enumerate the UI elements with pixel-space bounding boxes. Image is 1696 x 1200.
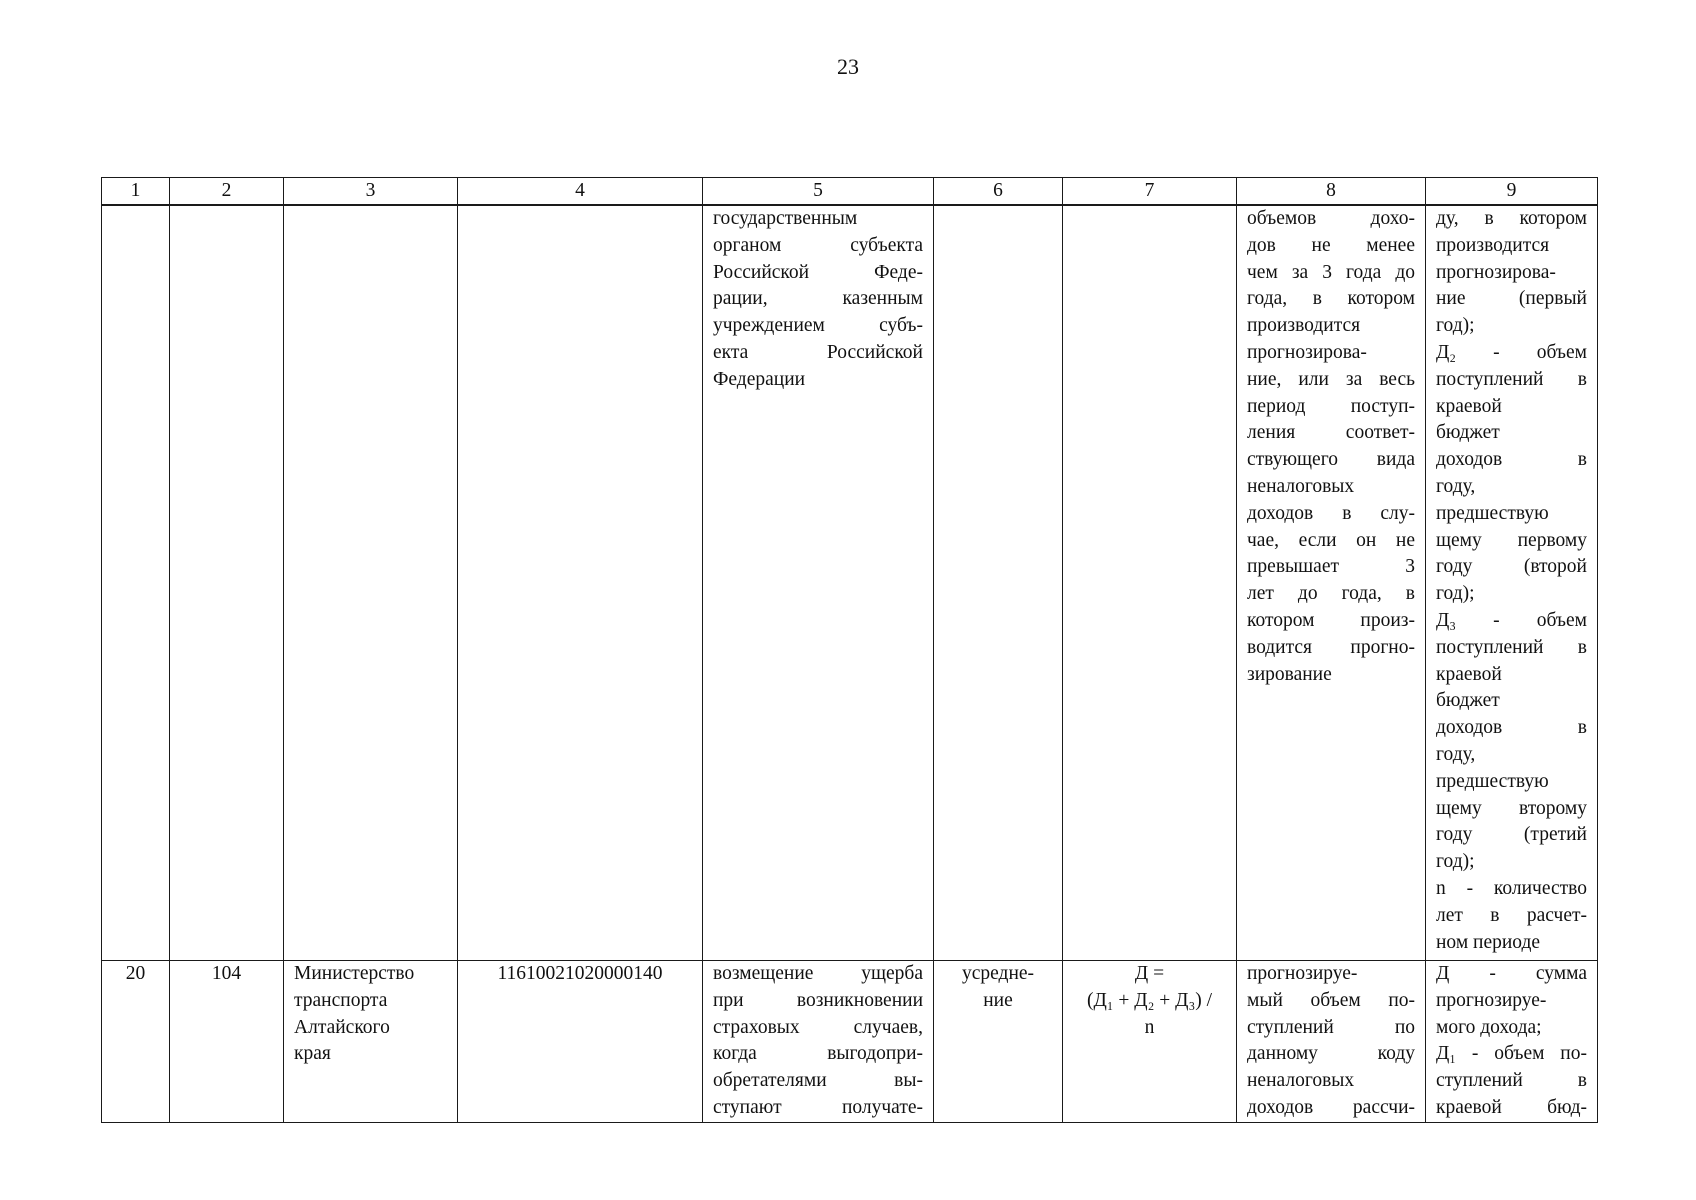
table-cell [284, 205, 458, 961]
text-line: ном периоде [1436, 931, 1541, 953]
text-line: неналоговых [1247, 475, 1355, 497]
text-line: транспорта [294, 989, 388, 1011]
table-cell [934, 205, 1063, 961]
algorithm-description-cell [1237, 961, 1426, 1123]
algorithm-description-cell [1237, 205, 1426, 961]
text-line: производится [1247, 315, 1361, 337]
text-line: ступлений в [1436, 1070, 1587, 1092]
text-line: щему второму [1436, 797, 1587, 819]
column-header: 2 [170, 178, 284, 206]
text-line: страховых случаев, [713, 1016, 923, 1038]
formula-line: Д = [1134, 963, 1165, 984]
column-header: 4 [458, 178, 703, 206]
column-header: 7 [1063, 178, 1237, 206]
text-line: предшествую [1436, 770, 1549, 792]
table-row-20 [102, 961, 1598, 1123]
column-header: 9 [1426, 178, 1598, 206]
text-line: рации, казенным [713, 288, 923, 310]
row-number-cell: 20 [102, 961, 170, 1123]
text-line: прогнозируе- [1436, 989, 1547, 1011]
text-line: объемов дохо- [1247, 208, 1415, 229]
text-line: предшествую [1436, 502, 1549, 524]
table-cell [170, 205, 284, 961]
text-line: при возникновении [713, 989, 923, 1011]
revenue-source-cell [703, 205, 934, 961]
forecast-method-cell [934, 961, 1063, 1123]
text-line: ления соответ- [1247, 422, 1415, 444]
text-line: год); [1436, 315, 1475, 337]
text-line: ние [983, 989, 1013, 1011]
formula-line: (Д₁ + Д₂ + Д₃) / [1086, 989, 1213, 1011]
formula-legend-cell [1426, 961, 1598, 1123]
text-line: когда выгодопри- [713, 1043, 923, 1065]
text-line: доходов в [1436, 449, 1587, 471]
text-line: усредне- [961, 963, 1035, 984]
text-line: бюджет [1436, 422, 1500, 444]
text-line: органом субъекта [713, 234, 923, 256]
text-line: екта Российской [713, 341, 923, 363]
text-line: возмещение ущерба [713, 963, 923, 984]
text-line: поступлений в [1436, 636, 1587, 658]
text-line: Федерации [713, 368, 806, 390]
text-line: лет в расчет- [1436, 904, 1587, 926]
text-line: доходов в [1436, 717, 1587, 739]
text-line: год); [1436, 583, 1475, 605]
text-line: году, [1436, 743, 1476, 765]
text-line: неналоговых [1247, 1070, 1355, 1092]
text-line: зирование [1247, 663, 1332, 685]
column-header: 6 [934, 178, 1063, 206]
text-line: Министерство [294, 963, 415, 984]
table-row-continued [102, 205, 1598, 961]
text-line: ствующего вида [1247, 449, 1415, 471]
table-cell [458, 205, 703, 961]
formula-legend-cell [1426, 205, 1598, 961]
text-line: доходов в слу- [1247, 502, 1415, 524]
text-line: мый объем по- [1247, 989, 1415, 1011]
administrator-name-cell [284, 961, 458, 1123]
text-line: края [294, 1043, 331, 1065]
text-line: прогнозируе- [1247, 963, 1358, 984]
text-line: год); [1436, 851, 1475, 873]
table-cell [1063, 205, 1237, 961]
text-line: ние (первый [1436, 288, 1587, 310]
text-line: ние, или за весь [1247, 368, 1415, 390]
text-line: ступают получате- [713, 1096, 923, 1118]
text-line: щему первому [1436, 529, 1587, 551]
formula-line: n [1144, 1016, 1155, 1038]
text-line: дов не менее [1247, 234, 1415, 256]
text-line: бюджет [1436, 690, 1500, 712]
revenue-source-cell [703, 961, 934, 1123]
column-number-header-row [102, 178, 1598, 206]
text-line: данному коду [1247, 1043, 1415, 1065]
text-line: доходов рассчи- [1247, 1096, 1415, 1118]
text-line: краевой [1436, 395, 1502, 417]
text-line: Д₂ - объем [1436, 341, 1587, 363]
text-line: Российской Феде- [713, 261, 923, 283]
text-line: Д₃ - объем [1436, 609, 1587, 631]
text-line: краевой бюд- [1436, 1096, 1587, 1118]
text-line: году (второй [1436, 556, 1587, 578]
text-line: n - количество [1436, 877, 1587, 899]
text-line: Д - сумма [1436, 963, 1587, 984]
text-line: ду, в котором [1436, 208, 1587, 229]
text-line: котором произ- [1247, 609, 1415, 631]
text-line: мого дохода; [1436, 1016, 1542, 1038]
text-line: Алтайского [294, 1016, 390, 1038]
text-line: превышает 3 [1247, 556, 1415, 578]
text-line: краевой [1436, 663, 1502, 685]
text-line: производится [1436, 234, 1550, 256]
admin-code-cell: 104 [170, 961, 284, 1123]
formula-cell [1063, 961, 1237, 1123]
table-cell [102, 205, 170, 961]
text-line: прогнозирова- [1436, 261, 1556, 283]
text-line: поступлений в [1436, 368, 1587, 390]
text-line: ступлений по [1247, 1016, 1415, 1038]
text-line: учреждением субъ- [713, 315, 923, 337]
text-line: государственным [713, 208, 858, 229]
text-line: Д₁ - объем по- [1436, 1043, 1587, 1065]
column-header: 8 [1237, 178, 1426, 206]
text-line: года, в котором [1247, 288, 1415, 310]
text-line: году (третий [1436, 824, 1587, 846]
revenue-forecast-table [101, 177, 1598, 1123]
text-line: прогнозирова- [1247, 341, 1367, 363]
text-line: водится прогно- [1247, 636, 1415, 658]
text-line: лет до года, в [1247, 583, 1415, 605]
column-header: 5 [703, 178, 934, 206]
text-line: обретателями вы- [713, 1070, 923, 1092]
text-line: чем за 3 года до [1247, 261, 1415, 283]
page-number: 23 [837, 54, 859, 79]
text-line: период поступ- [1247, 395, 1415, 417]
column-header: 3 [284, 178, 458, 206]
text-line: году, [1436, 475, 1476, 497]
budget-classification-code-cell: 11610021020000140 [458, 961, 703, 1123]
text-line: чае, если он не [1247, 529, 1415, 551]
column-header: 1 [102, 178, 170, 206]
